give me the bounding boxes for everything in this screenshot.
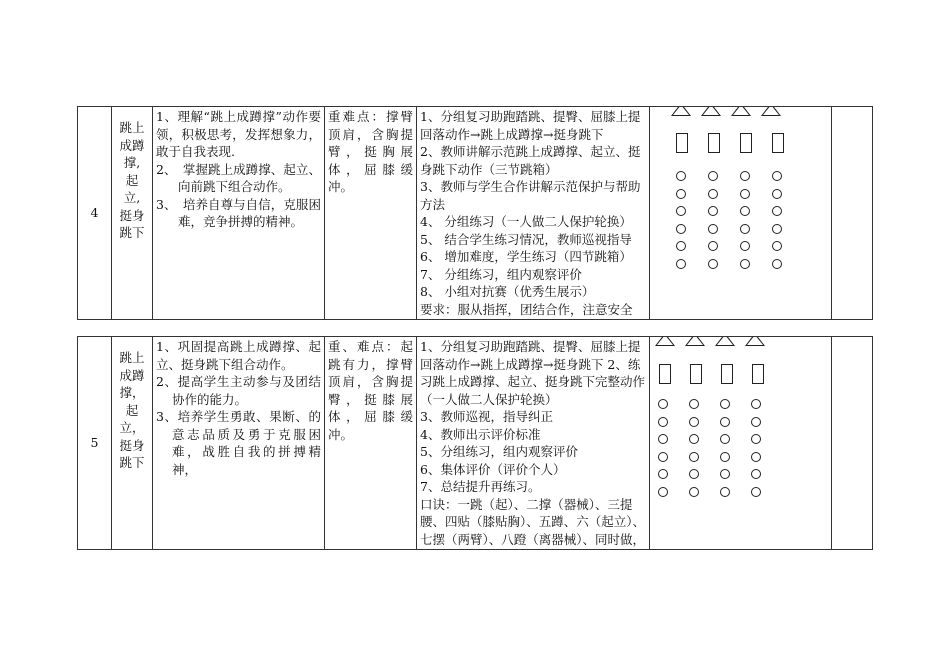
lesson-table-5 — [77, 336, 873, 550]
triangle-marker-icon — [671, 107, 691, 117]
student-marker-icon — [658, 399, 668, 409]
student-marker-icon — [689, 399, 699, 409]
lesson-steps — [417, 337, 650, 550]
student-marker-icon — [720, 417, 730, 427]
triangle-marker-icon — [745, 337, 765, 347]
box-marker-icon — [659, 364, 671, 384]
lesson-number: 5 — [78, 337, 112, 550]
topic-line: 成蹲 — [119, 137, 145, 153]
student-marker-icon — [751, 399, 761, 409]
goal-item: 2、 掌握跳上成蹲撑、起立、向前跳下组合动作。 — [156, 161, 321, 194]
topic-line: 跳下 — [119, 455, 145, 470]
student-marker-icon — [708, 259, 718, 269]
box-marker-icon — [708, 133, 720, 153]
formation-diagram-cell — [650, 107, 832, 320]
student-marker-icon — [676, 224, 686, 234]
student-marker-icon — [676, 259, 686, 269]
step-item: 1、分组复习助跑踏跳、提臀、屈膝上提回落动作→跳上成蹲撑→挺身跳下 — [420, 109, 641, 142]
student-marker-icon — [772, 189, 782, 199]
goal-item: 1、巩固提高跳上成蹲撑、起立、挺身跳下组合动作。 — [156, 339, 321, 372]
step-item: 3、教师与学生合作讲解示范保护与帮助方法 — [420, 179, 641, 212]
step-item: 7、 分组练习，组内观察评价 — [420, 266, 582, 282]
student-marker-icon — [689, 434, 699, 444]
triangle-marker-icon — [761, 107, 781, 117]
step-item: 4、教师出示评价标准 — [420, 426, 541, 442]
triangle-marker-icon — [701, 107, 721, 117]
student-marker-icon — [720, 452, 730, 462]
goal-item: 3、培养学生勇敢、果断、的意志品质及勇于克服困难，战胜自我的拼搏精神， — [156, 409, 321, 477]
step-item: 7、总结提升再练习。 — [420, 479, 541, 494]
student-marker-icon — [772, 171, 782, 181]
student-marker-icon — [772, 259, 782, 269]
student-marker-icon — [658, 434, 668, 444]
goal-item: 3、 培养自尊与自信，克服困难，竞争拼搏的精神。 — [156, 196, 321, 229]
step-item: 5、分组练习，组内观察评价 — [420, 444, 578, 459]
student-marker-icon — [740, 259, 750, 269]
lesson-goals — [153, 107, 325, 320]
student-marker-icon — [740, 171, 750, 181]
topic-line: 撑, — [123, 155, 141, 170]
box-marker-icon — [676, 133, 688, 153]
topic-line: 跳上 — [119, 350, 145, 365]
student-marker-icon — [689, 469, 699, 479]
step-item: 2、教师讲解示范跳上成蹲撑、起立、挺身跳下动作（三节跳箱） — [420, 144, 641, 177]
student-marker-icon — [740, 206, 750, 216]
step-item: 8、 小组对抗赛（优秀生展示） — [420, 284, 595, 299]
student-marker-icon — [751, 469, 761, 479]
student-marker-icon — [751, 487, 761, 497]
student-marker-icon — [772, 241, 782, 251]
step-item: 要求：服从指挥，团结合作，注意安全 — [420, 301, 633, 317]
student-marker-icon — [772, 224, 782, 234]
topic-line: 立， — [119, 420, 145, 435]
student-marker-icon — [658, 452, 668, 462]
box-marker-icon — [740, 133, 752, 153]
triangle-marker-icon — [715, 337, 735, 347]
table-row — [78, 107, 873, 320]
topic-line: 成蹲 — [119, 367, 145, 383]
student-marker-icon — [772, 206, 782, 216]
student-marker-icon — [708, 189, 718, 199]
student-marker-icon — [720, 469, 730, 479]
lesson-number: 4 — [78, 107, 112, 320]
lesson-steps — [417, 107, 650, 320]
student-marker-icon — [708, 241, 718, 251]
key-points: 重、难点：起跳有力，撑臂顶肩，含胸提臀，挺膝展体，屈膝缓冲。 — [325, 337, 417, 550]
student-marker-icon — [720, 434, 730, 444]
student-marker-icon — [689, 417, 699, 427]
student-marker-icon — [689, 487, 699, 497]
lesson-topic — [112, 107, 153, 320]
lesson-table-4 — [77, 106, 873, 320]
student-marker-icon — [658, 417, 668, 427]
student-marker-icon — [658, 487, 668, 497]
student-marker-icon — [658, 469, 668, 479]
step-item: 口诀：一跳（起）、二撑（器械）、三提腰、四贴（膝贴胸）、五蹲、六（起立）、七摆（两臂）、八蹬（离器械）、同时做， — [420, 496, 646, 547]
step-item: 5、 结合学生练习情况，教师巡视指导 — [420, 231, 632, 247]
topic-line: 跳上 — [119, 120, 145, 135]
formation-diagram-cell — [650, 337, 832, 550]
triangle-marker-icon — [731, 107, 751, 117]
student-marker-icon — [720, 399, 730, 409]
box-marker-icon — [752, 364, 764, 384]
step-item: 3、教师巡视，指导纠正 — [420, 409, 553, 424]
student-marker-icon — [708, 206, 718, 216]
topic-line: 挺身 — [119, 437, 145, 453]
student-marker-icon — [676, 241, 686, 251]
step-item: 1、分组复习助跑踏跳、提臀、屈膝上提回落动作→跳上成蹲撑→挺身跳下 2、练习跳上成蹲撑、起立、挺身跳下完整动作（一人做二人保护轮换） — [420, 339, 646, 407]
key-points: 重难点：撑臂顶肩，含胸提臂，挺胸展体，屈膝缓冲。 — [325, 107, 417, 320]
topic-line: 立, — [123, 190, 141, 205]
goal-item: 1、理解“跳上成蹲撑”动作要领，积极思考，发挥想象力，敢于自我表现. — [156, 109, 321, 159]
topic-line: 挺身 — [119, 207, 145, 223]
triangle-marker-icon — [655, 337, 675, 347]
step-item: 4、 分组练习（一人做二人保护轮换） — [420, 214, 632, 229]
lesson-topic — [112, 337, 153, 550]
step-item: 6、 增加难度，学生练习（四节跳箱） — [420, 249, 632, 264]
extra-cell — [832, 337, 873, 550]
topic-line: 起 — [125, 172, 139, 188]
student-marker-icon — [676, 171, 686, 181]
student-marker-icon — [720, 487, 730, 497]
student-marker-icon — [751, 452, 761, 462]
student-marker-icon — [751, 417, 761, 427]
student-marker-icon — [740, 189, 750, 199]
topic-line: 撑， — [119, 385, 145, 400]
step-item: 6、集体评价（评价个人） — [420, 461, 566, 477]
student-marker-icon — [676, 206, 686, 216]
table-row — [78, 337, 873, 550]
topic-line: 跳下 — [119, 225, 145, 240]
box-marker-icon — [772, 133, 784, 153]
triangle-marker-icon — [685, 337, 705, 347]
lesson-goals — [153, 337, 325, 550]
goal-item: 2、提高学生主动参与及团结协作的能力。 — [156, 374, 321, 407]
student-marker-icon — [740, 224, 750, 234]
student-marker-icon — [751, 434, 761, 444]
student-marker-icon — [676, 189, 686, 199]
student-marker-icon — [740, 241, 750, 251]
student-marker-icon — [708, 171, 718, 181]
topic-line: 起 — [125, 402, 139, 418]
student-marker-icon — [708, 224, 718, 234]
student-marker-icon — [689, 452, 699, 462]
extra-cell — [832, 107, 873, 320]
box-marker-icon — [721, 364, 733, 384]
box-marker-icon — [690, 364, 702, 384]
